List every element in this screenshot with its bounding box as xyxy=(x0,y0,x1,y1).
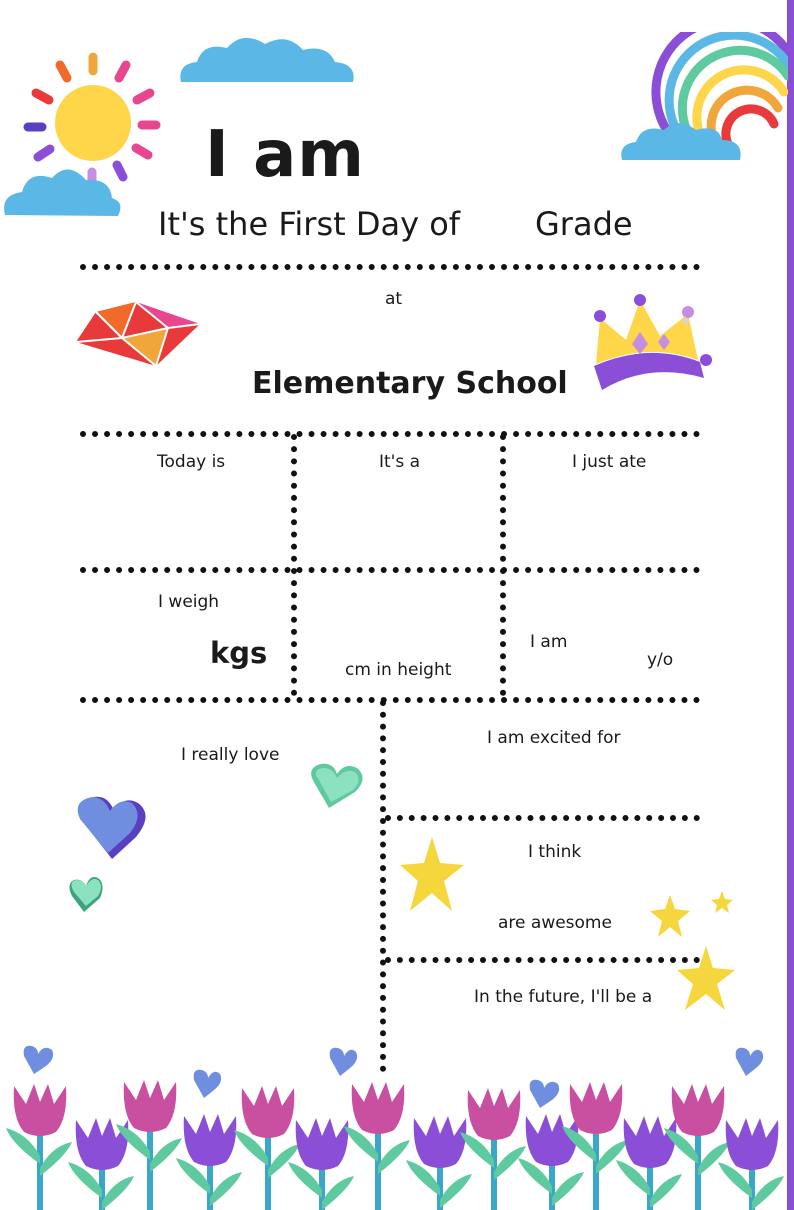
divider xyxy=(80,431,700,437)
page-frame-edge xyxy=(787,0,794,1210)
star-icon xyxy=(648,893,692,939)
cloud-icon xyxy=(0,160,125,225)
page-title: I am xyxy=(205,118,365,192)
crown-icon xyxy=(588,292,718,402)
heart-icon xyxy=(326,1044,360,1080)
divider-vertical xyxy=(291,434,297,696)
divider-vertical xyxy=(380,700,386,1072)
unit-years-old: y/o xyxy=(647,650,674,670)
star-icon xyxy=(675,944,737,1014)
first-day-text: It's the First Day of xyxy=(158,205,461,243)
divider-vertical xyxy=(500,434,506,696)
school-name: Elementary School xyxy=(252,366,568,401)
prompt-excited-for: I am excited for xyxy=(487,728,621,748)
prompt-its-a: It's a xyxy=(379,452,421,472)
prompt-cm-height: cm in height xyxy=(345,660,452,680)
divider xyxy=(80,567,700,573)
prompt-i-just-ate: I just ate xyxy=(572,452,647,472)
prompt-today-is: Today is xyxy=(157,452,226,472)
prompt-are-awesome: are awesome xyxy=(498,913,612,933)
prompt-i-weigh: I weigh xyxy=(158,592,220,612)
divider xyxy=(80,264,700,270)
star-icon xyxy=(710,890,734,914)
prompt-i-really-love: I really love xyxy=(181,745,280,765)
heart-icon xyxy=(20,1042,56,1078)
grade-text: Grade xyxy=(535,205,633,243)
unit-kgs: kgs xyxy=(210,636,268,670)
gem-icon xyxy=(72,298,204,368)
rainbow-icon xyxy=(618,32,788,172)
star-icon xyxy=(398,835,466,915)
heart-icon xyxy=(732,1044,766,1080)
tulip-border xyxy=(0,1078,787,1210)
prompt-i-think: I think xyxy=(528,842,582,862)
divider xyxy=(385,957,700,963)
prompt-i-am: I am xyxy=(530,632,568,652)
svg-text:✦: ✦ xyxy=(680,314,692,330)
heart-icon xyxy=(72,793,152,865)
divider xyxy=(80,697,700,703)
prompt-future: In the future, I'll be a xyxy=(474,987,653,1007)
divider xyxy=(385,815,700,821)
cloud-icon xyxy=(177,28,359,90)
heart-icon xyxy=(66,872,106,916)
at-label: at xyxy=(385,289,403,309)
heart-icon xyxy=(305,760,367,812)
